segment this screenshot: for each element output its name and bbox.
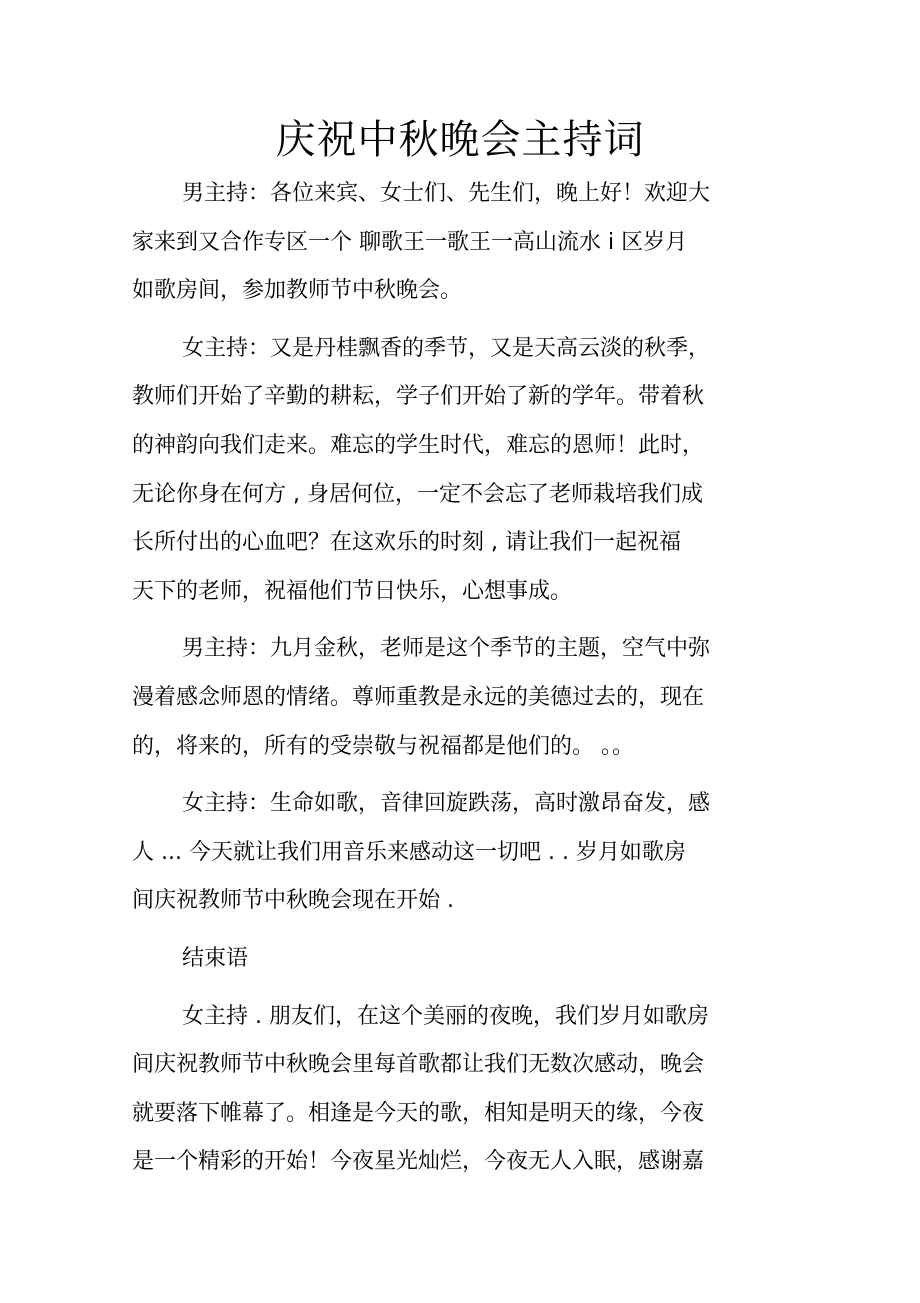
text-line: 间庆祝教师节中秋晚会里每首歌都让我们无数次感动，晚会 — [132, 1052, 705, 1078]
text-line: 男主持：各位来宾、女士们、先生们，晚上好！欢迎大 — [182, 181, 711, 206]
paragraph-female-host-second — [132, 780, 764, 926]
text-line: 长所付出的心血吧？在这欢乐的时刻 , 请让我们一起祝福 — [132, 530, 681, 556]
paragraph-male-host-opening — [132, 170, 764, 316]
text-line: 间庆祝教师节中秋晚会现在开始 . — [132, 888, 454, 914]
text-line: 漫着感念师恩的情绪。尊师重教是永远的美德过去的，现在 — [132, 684, 705, 710]
text-line: 的，将来的，所有的受崇敬与祝福都是他们的。 。。 — [132, 733, 634, 759]
paragraph-female-host-closing — [132, 993, 764, 1187]
text-line: 人 ... 今天就让我们用音乐来感动这一切吧 . . 岁月如歌房 — [132, 839, 686, 865]
paragraph-male-host-second — [132, 625, 764, 771]
paragraph-female-host-opening — [132, 325, 764, 617]
document-body — [132, 170, 764, 1196]
text-line: 家来到又合作专区一个 聊歌王一歌王一高山流水 i 区岁月 — [132, 229, 688, 255]
text-line: 女主持 . 朋友们，在这个美丽的夜晚，我们岁月如歌房 — [182, 1003, 709, 1029]
section-heading-closing — [132, 935, 764, 984]
text-line: 就要落下帷幕了。相逢是今天的歌，相知是明天的缘，今夜 — [132, 1100, 705, 1126]
text-line: 男主持：九月金秋，老师是这个季节的主题，空气中弥 — [182, 636, 711, 662]
text-line: 结束语 — [182, 945, 249, 971]
text-line: 教师们开始了辛勤的耕耘，学子们开始了新的学年。带着秋 — [132, 384, 705, 410]
text-line: 如歌房间，参加教师节中秋晚会。 — [132, 278, 463, 304]
document-title: 庆祝中秋晚会主持词 — [275, 117, 645, 163]
text-line: 天下的老师，祝福他们节日快乐，心想事成。 — [132, 578, 573, 604]
text-line: 女主持：又是丹桂飘香的季节，又是天高云淡的秋季， — [182, 335, 711, 361]
text-line: 无论你身在何方 , 身居何位，一定不会忘了老师栽培我们成 — [132, 481, 703, 507]
text-line: 是一个精彩的开始！今夜星光灿烂，今夜无人入眠，感谢嘉 — [132, 1149, 705, 1175]
text-line: 的神韵向我们走来。难忘的学生时代，难忘的恩师！此时， — [132, 432, 705, 458]
text-line: 女主持：生命如歌，音律回旋跌荡，高时激昂奋发，感 — [182, 791, 711, 817]
